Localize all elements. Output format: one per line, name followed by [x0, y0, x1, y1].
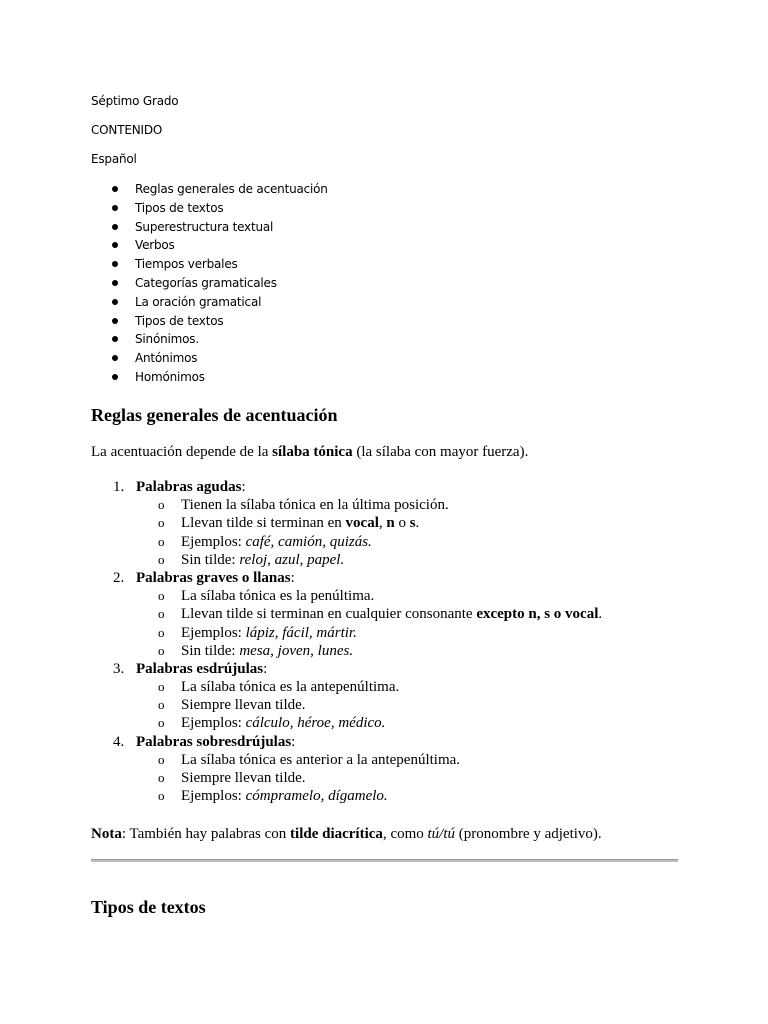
bullet-icon — [112, 355, 118, 361]
note-text: Nota — [91, 826, 122, 842]
topic-list — [91, 180, 328, 387]
section-title-tipos-de-textos: Tipos de textos — [91, 897, 206, 917]
section-title-acentuacion: Reglas generales de acentuación — [91, 405, 338, 425]
subitem-text: cálculo, héroe, médico. — [245, 715, 386, 732]
rule-sublist — [136, 678, 602, 733]
circle-bullet-icon: o — [158, 533, 165, 549]
circle-bullet-icon: o — [158, 679, 165, 695]
circle-bullet-icon: o — [158, 697, 165, 713]
subitem-text: s — [409, 515, 416, 532]
topic-item — [91, 312, 328, 331]
circle-bullet-icon: o — [158, 751, 165, 767]
rule-subitem — [136, 587, 602, 605]
topic-label: Antónimos — [135, 351, 198, 366]
subitem-text: lápiz, fácil, mártir. — [245, 624, 357, 641]
rule-item: 4. Palabras sobresdrújulas: o La sílaba tónica es anterior a la antepenúltima. o Siempre llevan tilde. o Ejemplos: cómpramelo, dígamelo. — [91, 733, 602, 806]
rule-subitem — [136, 696, 602, 714]
rule-sublist — [136, 587, 602, 660]
bullet-icon — [112, 280, 118, 286]
subitem-text: La sílaba tónica es la antepenúltima. — [181, 679, 400, 696]
bullet-icon — [112, 205, 118, 211]
circle-bullet-icon: o — [158, 642, 165, 658]
topic-label: La oración gramatical — [135, 294, 262, 309]
rule-item: 1. Palabras agudas: o Tienen la sílaba tónica en la última posición. o Llevan tilde si terminan en vocal, n o s. o Ejemplos: café, camión, quizás. o Sin tilde: reloj, azul, papel. — [91, 478, 602, 569]
subitem-text: Llevan tilde si terminan en — [181, 515, 346, 532]
topic-item — [91, 368, 328, 387]
subitem-text: . — [598, 606, 603, 623]
rule-subitem — [136, 551, 602, 569]
rule-subitem — [136, 624, 602, 642]
subitem-text: reloj, azul, papel. — [239, 551, 345, 568]
circle-bullet-icon: o — [158, 715, 165, 731]
subitem-text: La sílaba tónica es anterior a la antepenúltima. — [181, 751, 461, 768]
topic-label: Tipos de textos — [135, 200, 224, 215]
circle-bullet-icon: o — [158, 497, 165, 513]
rule-subitem — [136, 678, 602, 696]
subitem-text: Siempre llevan tilde. — [181, 697, 306, 714]
rule-title: Palabras agudas — [136, 479, 242, 495]
bullet-icon — [112, 224, 118, 230]
rule-number: 4. — [113, 733, 125, 750]
rule-subitem — [136, 496, 602, 514]
topic-item — [91, 349, 328, 368]
subitem-text: Llevan tilde si terminan en cualquier consonante — [181, 606, 477, 623]
topic-item — [91, 330, 328, 349]
rule-item: 3. Palabras esdrújulas: o La sílaba tónica es la antepenúltima. o Siempre llevan tilde. o Ejemplos: cálculo, héroe, médico. — [91, 660, 602, 733]
rule-subitem — [136, 769, 602, 787]
topic-item — [91, 180, 328, 199]
circle-bullet-icon: o — [158, 606, 165, 622]
rule-title: Palabras graves o llanas — [136, 569, 291, 586]
subitem-text: excepto n, s o vocal — [476, 606, 599, 623]
topic-label: Reglas generales de acentuación — [135, 182, 328, 196]
note-text: : También hay palabras con — [121, 826, 291, 842]
subitem-text: Sin tilde: — [181, 551, 240, 568]
topic-item — [91, 274, 328, 293]
topic-label: Sinónimos. — [135, 332, 199, 347]
topic-label: Tiempos verbales — [135, 257, 238, 272]
subitem-text: La sílaba tónica es la penúltima. — [181, 588, 375, 605]
rule-number: 2. — [113, 569, 125, 586]
topic-item — [91, 255, 328, 274]
subitem-text: Ejemplos: — [181, 788, 246, 805]
subitem-text: , — [378, 515, 387, 532]
note-text: (pronombre y adjetivo). — [455, 826, 602, 842]
rule-title: Palabras sobresdrújulas — [136, 733, 292, 750]
subitem-text: café, camión, quizás. — [245, 533, 372, 550]
circle-bullet-icon: o — [158, 515, 165, 531]
circle-bullet-icon: o — [158, 624, 165, 640]
subitem-text: Siempre llevan tilde. — [181, 770, 306, 787]
intro-text: La acentuación depende de la — [91, 444, 273, 460]
subitem-text: n — [386, 515, 395, 532]
circle-bullet-icon: o — [158, 770, 165, 786]
bullet-icon — [112, 261, 118, 267]
rule-sublist — [136, 751, 602, 806]
subitem-text: Sin tilde: — [181, 642, 240, 659]
subitem-text: cómpramelo, dígamelo. — [245, 788, 388, 805]
rule-subitem — [136, 787, 602, 805]
topic-item — [91, 236, 328, 255]
subitem-text: o — [394, 515, 410, 532]
bullet-icon — [112, 186, 118, 192]
content-heading: CONTENIDO — [91, 123, 163, 137]
subitem-text: Tienen la sílaba tónica en la última posición. — [181, 497, 449, 514]
rule-subitem — [136, 605, 602, 623]
note-paragraph — [91, 825, 602, 843]
note-text: , como — [382, 826, 428, 842]
subject-line: Español — [91, 152, 137, 166]
grade-line: Séptimo Grado — [91, 94, 179, 108]
rule-subitem — [136, 533, 602, 551]
topic-label: Tipos de textos — [135, 313, 224, 328]
topic-item — [91, 293, 328, 312]
rule-subitem — [136, 642, 602, 660]
intro-text-end: (la sílaba con mayor fuerza). — [352, 444, 529, 460]
topic-item — [91, 199, 328, 218]
rule-title: Palabras esdrújulas — [136, 660, 264, 677]
subitem-text: mesa, joven, lunes. — [239, 642, 354, 659]
topic-label: Homónimos — [135, 369, 205, 384]
circle-bullet-icon: o — [158, 788, 165, 804]
topic-item — [91, 218, 328, 237]
subitem-text: vocal — [345, 515, 379, 532]
topic-label: Verbos — [135, 238, 175, 253]
rule-subitem — [136, 514, 602, 532]
rule-subitem — [136, 751, 602, 769]
bullet-icon — [112, 318, 118, 324]
rules-list — [91, 478, 602, 805]
subitem-text: Ejemplos: — [181, 533, 246, 550]
intro-paragraph — [91, 443, 528, 461]
circle-bullet-icon: o — [158, 588, 165, 604]
intro-bold-term: sílaba tónica — [272, 444, 353, 460]
rule-number: 1. — [113, 479, 125, 495]
bullet-icon — [112, 299, 118, 305]
rule-item: 2. Palabras graves o llanas: o La sílaba tónica es la penúltima. o Llevan tilde si terminan en cualquier consonante excepto n, s o vocal. o Ejemplos: lápiz, fácil, mártir. o Sin tilde: mesa, joven, lunes. — [113, 569, 603, 659]
subitem-text: Ejemplos: — [181, 715, 246, 732]
subitem-text: . — [415, 515, 420, 532]
rule-number: 3. — [113, 660, 125, 677]
circle-bullet-icon: o — [158, 551, 165, 567]
rule-sublist — [136, 496, 602, 569]
note-text: tilde diacrítica — [290, 826, 383, 842]
topic-label: Categorías gramaticales — [135, 275, 277, 290]
bullet-icon — [112, 374, 118, 380]
bullet-icon — [112, 242, 118, 248]
rule-subitem — [136, 714, 602, 732]
bullet-icon — [112, 336, 118, 342]
topic-label: Superestructura textual — [135, 219, 274, 234]
note-text: tú/tú — [427, 826, 456, 842]
subitem-text: Ejemplos: — [181, 624, 246, 641]
horizontal-divider — [91, 859, 678, 862]
